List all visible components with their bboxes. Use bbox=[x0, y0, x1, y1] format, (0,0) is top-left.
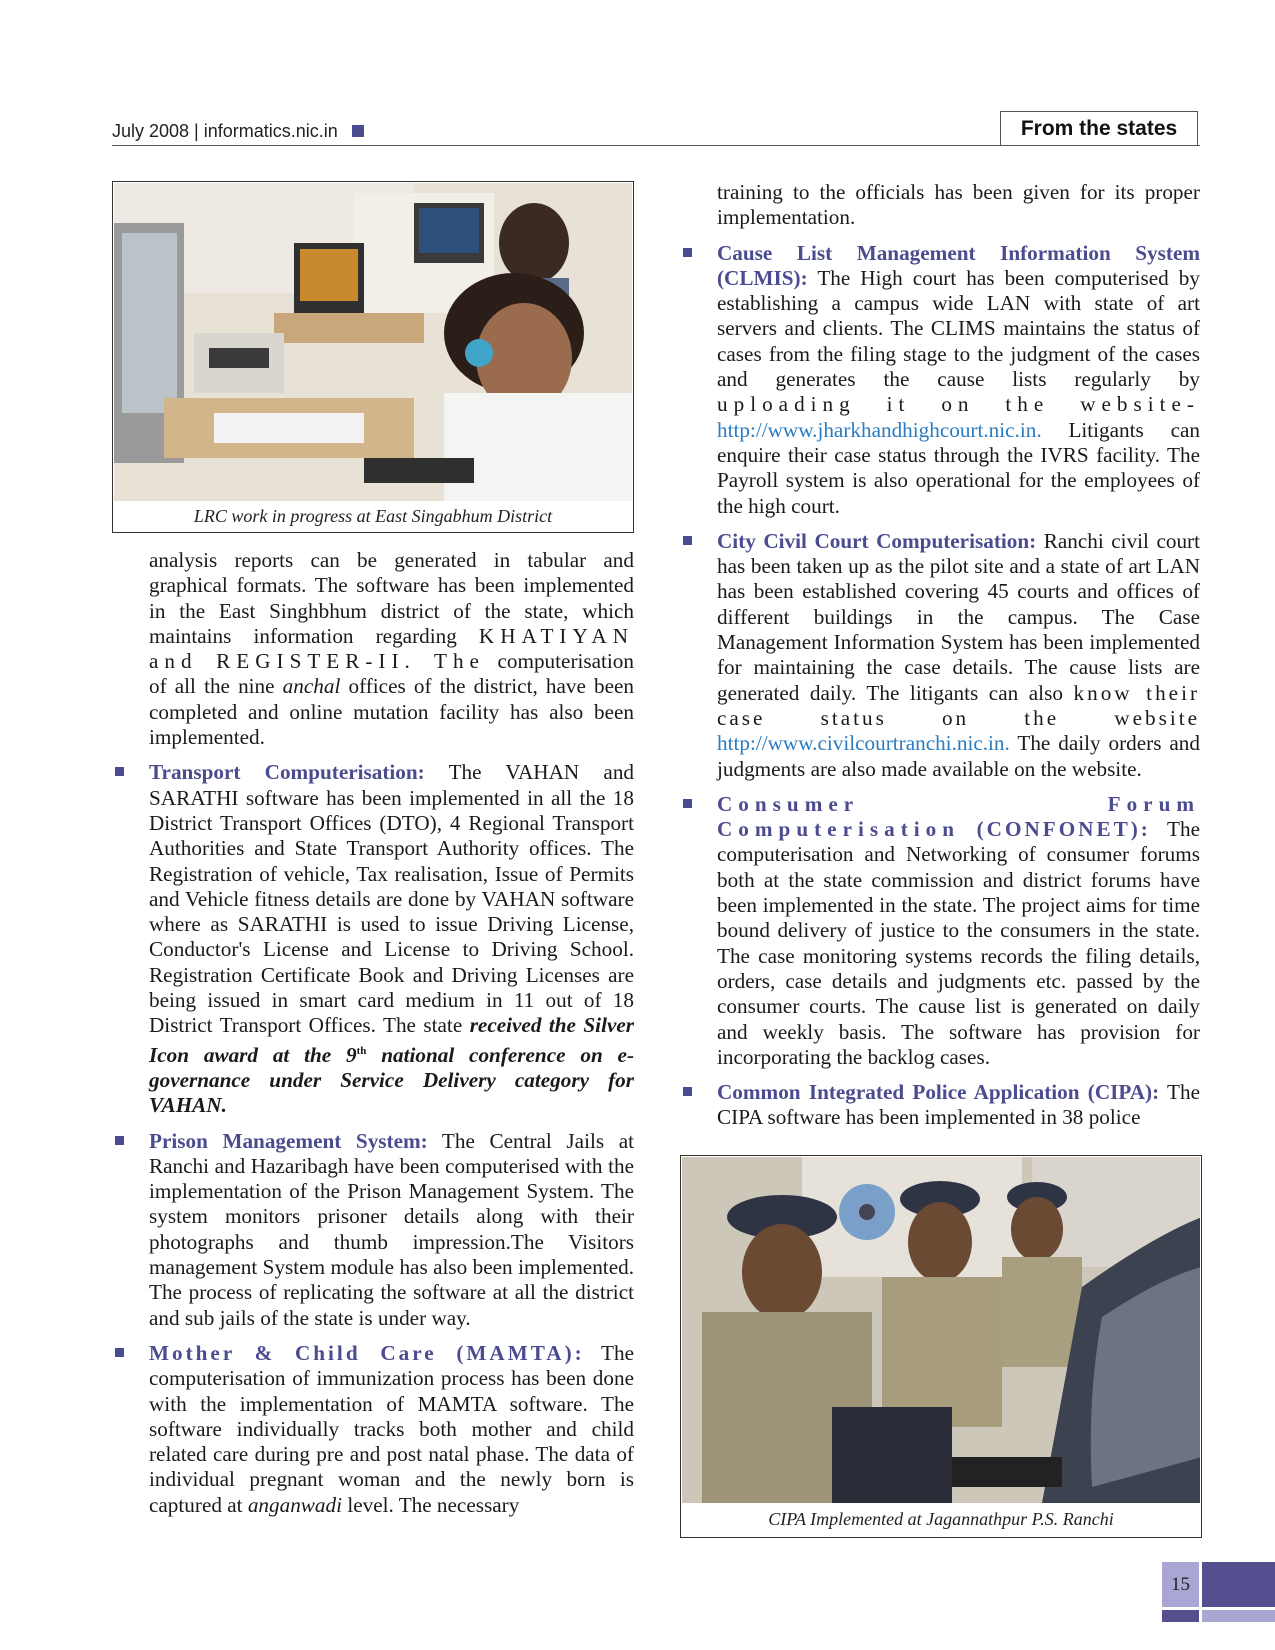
cipa-title: Common Integrated Police Application (CIPA): bbox=[717, 1080, 1160, 1105]
prison-title: Prison Management System: bbox=[149, 1128, 428, 1153]
bullet-square-icon bbox=[683, 799, 692, 808]
page-number: 15 bbox=[1162, 1562, 1199, 1607]
cipa-photo bbox=[682, 1157, 1200, 1503]
clmis-title: Cause List Management Information System (CLMIS): bbox=[717, 240, 1200, 290]
prison-item bbox=[112, 1129, 634, 1331]
intro-text-b: computerisation of all the nine bbox=[149, 649, 634, 699]
award-text-a: received the Silver Icon award at the 9 bbox=[149, 1013, 635, 1067]
header-square-icon bbox=[352, 125, 364, 137]
left-column bbox=[112, 548, 634, 1528]
mamta-body-a: The computerisation of immunization process has been done with the implementation of MAMTA software. The software individually tracks both mother and child related care during pre and post natal phase. The data of individual pregnant woman and the newly born is captured at bbox=[149, 1340, 634, 1517]
lrc-caption: LRC work in progress at East Singabhum District bbox=[193, 506, 553, 526]
intro-italic: anchal bbox=[282, 674, 341, 699]
footer-block bbox=[1202, 1562, 1275, 1607]
bullet-square-icon bbox=[115, 767, 124, 776]
lrc-figure bbox=[112, 181, 634, 533]
civil-court-body-a: Ranchi civil court has been taken up as the pilot site and a state of art LAN has been established covering 45 courts and offices of different buildings in the campus. The Case Management Information System has been implemented for maintaining the case details. The cause lists are generated daily. The litigants can also bbox=[717, 528, 1200, 705]
clmis-item bbox=[680, 241, 1200, 519]
transport-title: Transport Computerisation: bbox=[149, 760, 425, 785]
highcourt-link[interactable]: http://www.jharkhandhighcourt.nic.in. bbox=[717, 417, 1042, 442]
bullet-square-icon bbox=[683, 1087, 692, 1096]
civil-court-body-b: The daily orders and judgments are also made available on the website. bbox=[717, 731, 1200, 781]
cipa-caption: CIPA Implemented at Jagannathpur P.S. Ranchi bbox=[768, 1509, 1114, 1529]
cipa-item bbox=[680, 1080, 1200, 1131]
footer-strip-light bbox=[1202, 1610, 1275, 1622]
civilcourt-link[interactable]: http://www.civilcourtranchi.nic.in. bbox=[717, 731, 1010, 756]
civil-court-title: City Civil Court Computerisation: bbox=[717, 528, 1037, 553]
confonet-body: The computerisation and Networking of consumer forums both at the state commission and district forums have been implemented in the state. The project aims for time bound delivery of justice to the consumers in the state. The case monitoring systems records the filing details, orders, case details and judgments etc. passed by the consumer courts. The cause list is generated on daily and weekly basis. The software has provision for incorporating the backlog cases. bbox=[717, 817, 1200, 1069]
lrc-photo bbox=[114, 183, 632, 501]
header-divider bbox=[112, 145, 1200, 146]
prison-body: The Central Jails at Ranchi and Hazaribagh have been computerised with the implementation of the Prison Management System. The system monitors prisoner details along with their photographs and thumb impression.The Visitors management System module has also been implemented. The process of replicating the software at all the district and sub jails of the state is under way. bbox=[149, 1128, 634, 1330]
cipa-figure bbox=[680, 1155, 1202, 1538]
bullet-square-icon bbox=[115, 1136, 124, 1145]
mamta-title: Mother & Child Care (MAMTA): bbox=[149, 1340, 585, 1365]
mamta-item bbox=[112, 1341, 634, 1518]
right-column bbox=[680, 180, 1200, 1141]
cipa-body: The CIPA software has been implemented in 38 police bbox=[717, 1080, 1200, 1130]
mamta-italic: anganwadi bbox=[247, 1492, 343, 1517]
intro-text-a: analysis reports can be generated in tabular and graphical formats. The software has been implemented in the East Singhbhum district of the state, which maintains information regarding bbox=[149, 548, 634, 648]
intro-text-spaced: KHATIYAN and REGISTER-II. The bbox=[149, 623, 635, 674]
continued-text: training to the officials has been given for its proper implementation. bbox=[717, 180, 1200, 230]
footer-strip-dark bbox=[1162, 1610, 1199, 1622]
section-title: From the states bbox=[1000, 111, 1198, 145]
civil-court-spaced: know their case status on the website bbox=[717, 680, 1201, 730]
clmis-spaced: uploading it on the website- bbox=[717, 392, 1200, 417]
bullet-square-icon bbox=[115, 1348, 124, 1357]
bullet-square-icon bbox=[683, 536, 692, 545]
issue-text: July 2008 | informatics.nic.in bbox=[112, 121, 338, 141]
cipa-photo-illustration bbox=[682, 1157, 1200, 1503]
clmis-body-b: Litigants can enquire their case status through the IVRS facility. The Payroll system is also operational for the employees of the high court. bbox=[717, 417, 1201, 518]
clmis-body-a: The High court has been computerised by establishing a campus wide LAN with state of art servers and clients. The CLIMS maintains the status of cases from the filing stage to the judgment of the cases and generates the cause lists regularly by bbox=[717, 265, 1200, 392]
transport-body: The VAHAN and SARATHI software has been implemented in all the 18 District Transport Offices (DTO), 4 Regional Transport Authorities and State Transport Authority offices. The Registration of vehicle, Tax realisation, Issue of Permits and Vehicle fitness details are done by VAHAN software where as SARATHI is used to issue Driving License, Conductor's License and License to Driving School. Registration Certificate Book and Driving Licenses are being issued in smart card medium in 11 out of 18 District Transport Offices. The state bbox=[149, 760, 635, 1038]
civil-court-item bbox=[680, 529, 1200, 782]
bullet-square-icon bbox=[683, 248, 692, 257]
transport-item bbox=[112, 760, 634, 1118]
confonet-title-b: (CONFONET): bbox=[976, 817, 1151, 842]
lrc-intro bbox=[112, 548, 634, 750]
award-text-b: national conference on e-governance under Service Delivery category for VAHAN. bbox=[149, 1042, 635, 1118]
award-sup: th bbox=[356, 1044, 367, 1057]
confonet-title-a: Consumer Forum Computerisation bbox=[717, 791, 1200, 842]
confonet-item bbox=[680, 792, 1200, 1070]
intro-text-c: offices of the district, have been completed and online mutation facility has also been implemented. bbox=[149, 674, 634, 750]
mamta-body-b: level. The necessary bbox=[347, 1492, 520, 1517]
issue-header bbox=[112, 121, 364, 142]
lrc-photo-illustration bbox=[114, 183, 632, 501]
